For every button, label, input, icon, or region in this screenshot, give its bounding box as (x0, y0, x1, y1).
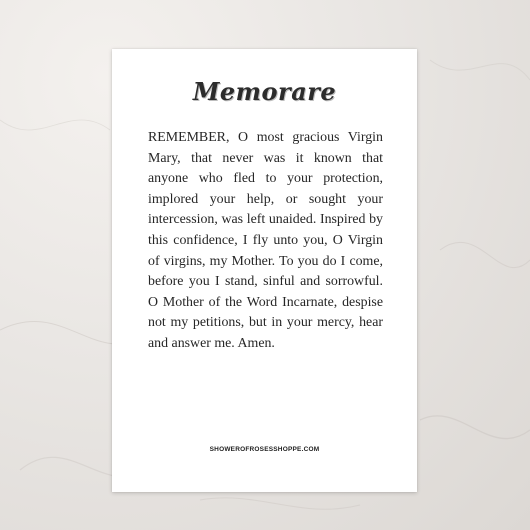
prayer-card (112, 49, 417, 492)
website-url: SHOWEROFROSESSHOPPE.COM (209, 446, 320, 453)
card-title: Memorare (192, 77, 337, 106)
prayer-text: REMEMBER, O most gracious Virgin Mary, that never was it known that anyone who fled to your protection, implored your help, or sought your intercession, was left unaided. Inspired by this confidence, I fly unto you, O Virgin of virgins, my Mother. To you do I come, before you I stand, sinful and sorrowful. O Mother of the Word Incarnate, despise not my petitions, but in your mercy, hear and answer me. Amen. (148, 130, 383, 351)
